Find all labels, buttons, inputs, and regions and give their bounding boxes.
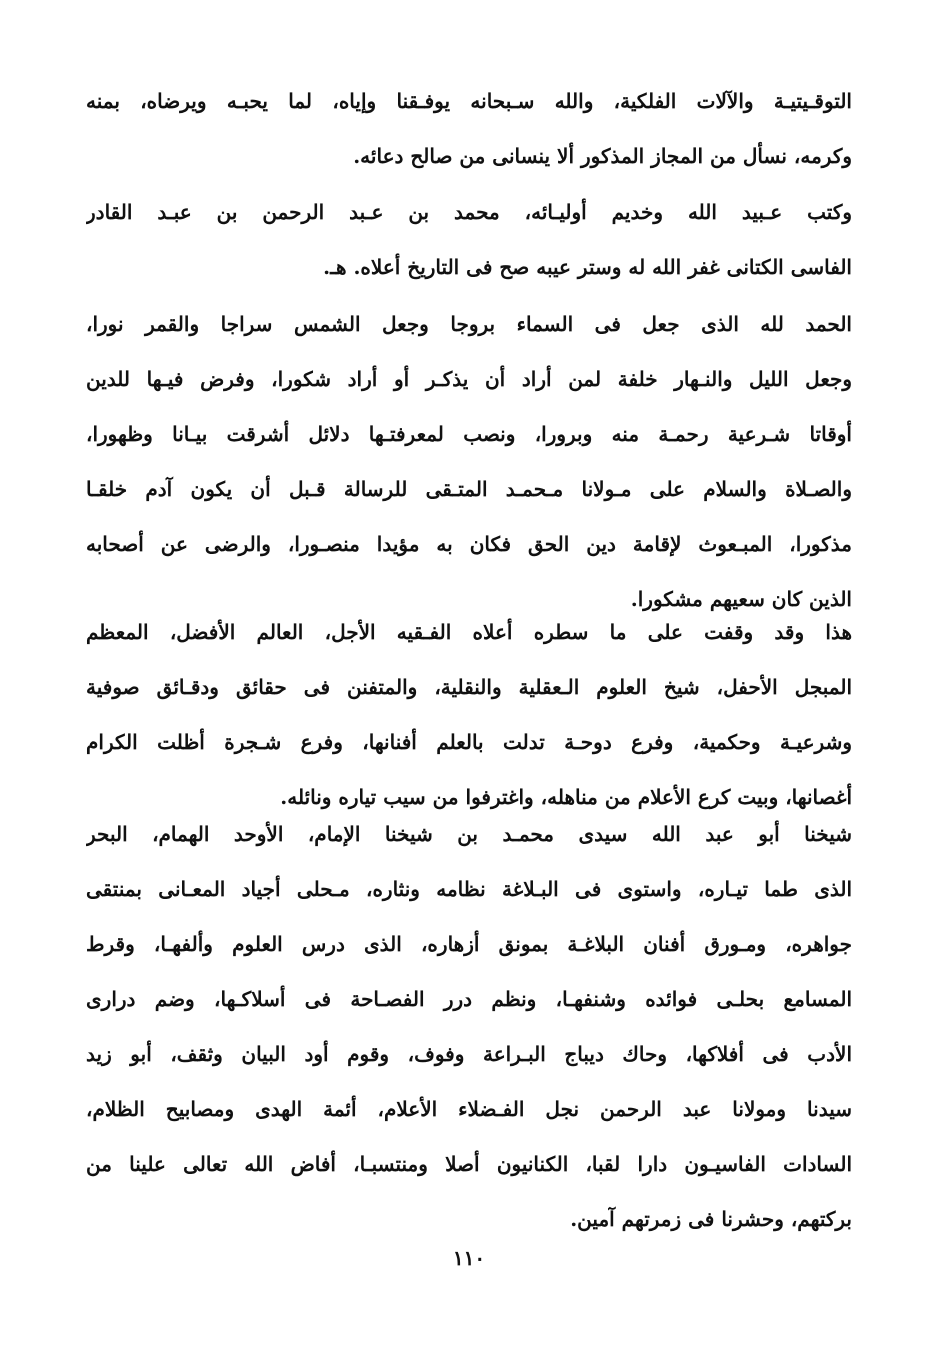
text-line: المسامع بحلـى فوائده وشنفهـا، ونظم درر الفصـاحة فى أسلاكـها، وضم درارى xyxy=(86,987,852,1011)
text-line: هذا وقد وقفت على ما سطره أعلاه الفـقيه الأجل، العالم الأفضل، المعظم xyxy=(86,620,852,644)
text-line: بركتهم، وحشرنا فى زمرتهم آمين. xyxy=(570,1207,852,1231)
text-line: التوقـيتيـة والآلات الفلكية، والله سـبحانه يوفـقنا وإياه، لما يحبـه ويرضاه، بمنه xyxy=(86,89,852,113)
text-line: والصـلاة والسلام على مـولانا مـحمـد المتـقى للرسالة قـبل أن يكون آدم خلقـا xyxy=(86,477,852,501)
paragraph-sheikh-praise xyxy=(86,807,852,1247)
text-line: الفاسى الكتانى غفر الله له وستر عيبه صح فى التاريخ أعلاه. هـ. xyxy=(323,255,852,279)
text-line: الأدب فى أفلاكها، وحاك ديباج البـراعة وفوف، وقوم أود البيان وثقف، أبو زيد xyxy=(86,1042,852,1066)
paragraph-signature xyxy=(86,185,852,295)
text-line: مذكورا، المبـعوث لإقامة دين الحق فكان به مؤيدا منصـورا، والرضى عن أصحابه xyxy=(86,532,852,556)
paragraph-closing-prayer xyxy=(86,74,852,184)
text-line: المبجل الأحفل، شيخ العلوم الـعقلية والنقلية، والمتفنن فى حقائق ودقـائق صوفية xyxy=(86,675,852,699)
page-number: ١١٠ xyxy=(452,1246,486,1270)
text-line: الذين كان سعيهم مشكورا. xyxy=(630,587,852,611)
text-line: وشرعيـة وحكمية، وفرع دوحـة تدلت بالعلم أفنانها، وفرع شـجرة أظلت الكرام xyxy=(86,730,852,754)
text-line: وجعل الليل والنـهار خلفة لمن أراد أن يذكـر أو أراد شكورا، وفرض فيـها للدين xyxy=(86,367,852,391)
text-line: الذى طما تيـاره، واستوى فى البـلاغة نظامه ونثاره، مـحلى أجياد المعـانى بمنتقى xyxy=(86,877,852,901)
text-line: الحمد لله الذى جعل فى السماء بروجا وجعل الشمس سراجا والقمر نورا، xyxy=(86,312,852,336)
text-line: أوقاتا شـرعية رحمـة منه وبرورا، ونصب لمعرفتـها دلائل أشرقت بيـانا وظهورا، xyxy=(86,422,852,446)
text-line: شيخنا أبو عبد الله سيدى محمـد بن شيخنا الإمام، الأوحد الهمام، البحر xyxy=(86,822,852,846)
text-line: السادات الفاسيـون دارا لقبا، الكنانيون أصلا ومنتسبـا، أفاض الله تعالى علينا من xyxy=(86,1152,852,1176)
text-line: وكتب عـبيد الله وخديم أوليـائه، محمد بن عـبد الرحمن بن عبـد القادر xyxy=(86,200,852,224)
paragraph-endorsement xyxy=(86,605,852,825)
text-line: جواهره، ومـورق أفنان البلاغـة بمونق أزهاره، الذى درس العلوم وألفهـا، وقرط xyxy=(86,932,852,956)
text-line: سيدنا ومولانا عبد الرحمن نجل الفـضلاء الأعلام، أئمة الهدى ومصابيح الظلام، xyxy=(86,1097,852,1121)
text-line: وكرمه، نسأل من المجاز المذكور ألا ينسانى من صالح دعائه. xyxy=(353,144,852,168)
text-line: أغصانها، وبيت كرع الأعلام من مناهله، واغترفوا من سيب تياره ونائله. xyxy=(280,785,852,809)
paragraph-praise xyxy=(86,297,852,627)
